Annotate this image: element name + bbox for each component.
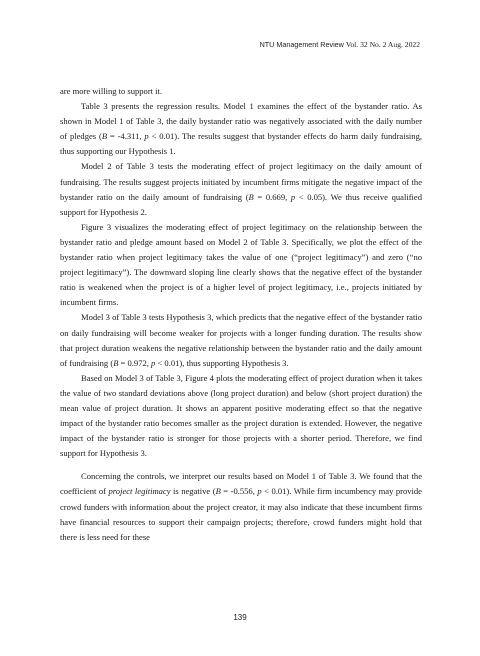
paragraph-figure-3: Figure 3 visualizes the moderating effect of project legitimacy on the relationship between the bystander ratio and pledge amount based on Model 2 of Table 3. Specifically, we plot the effect of the bystander ratio when project legitimacy takes the value of one (“project legitimacy”) and zero (“no project legitimacy”). The downward sloping line clearly shows that the negative effect of the bystander ratio is weakened when the project is of a higher level of project legitimacy, i.e., projects initiated by incumbent firms. xyxy=(60,221,422,308)
journal-name: NTU Management Review xyxy=(259,40,344,49)
journal-volume: Vol. 32 No. 2 Aug. 2022 xyxy=(345,40,420,49)
page-number: 139 xyxy=(233,613,247,622)
running-header xyxy=(260,40,420,49)
body-text xyxy=(60,84,422,545)
paragraph-figure-4: Based on Model 3 of Table 3, Figure 4 plots the moderating effect of project duration when it takes the value of two standard deviations above (long project duration) and below (short project duration) the mean value of project duration. It shows an apparent positive moderating effect so that the negative impact of the bystander ratio becomes smaller as the project duration is extended. However, the negative impact of the bystander ratio is stronger for those projects with a shorter period. Therefore, we find support for Hypothesis 3. xyxy=(60,372,422,459)
paragraph-continued: are more willing to support it. xyxy=(60,86,163,96)
paragraph-controls: Concerning the controls, we interpret our results based on Model 1 of Table 3. We found that the coefficient of project legitimacy is negative (B = -0.556, p < 0.01). While firm incumbency may provide crowd funders with information about the project creator, it may also indicate that these incumbent firms have financial resources to support their campaign projects; therefore, crowd funders might hold that there is less need for these xyxy=(60,471,422,542)
paragraph-regression-results: Table 3 presents the regression results. Model 1 examines the effect of the bystander ratio. As shown in Model 1 of Table 3, the daily bystander ratio was negatively associated with the daily number of pledges (B = -4.311, p < 0.01). The results suggest that bystander effects do harm daily fundraising, thus supporting our Hypothesis 1. xyxy=(60,101,422,157)
paragraph-model-3: Model 3 of Table 3 tests Hypothesis 3, which predicts that the negative effect of the bystander ratio on daily fundraising will become weaker for projects with a longer funding duration. The results show that project duration weakens the negative relationship between the bystander ratio and the daily amount of fundraising (B = 0.972, p < 0.01), thus supporting Hypothesis 3. xyxy=(60,312,422,368)
paragraph-model-2: Model 2 of Table 3 tests the moderating effect of project legitimacy on the daily amount of fundraising. The results suggest projects initiated by incumbent firms mitigate the negative impact of the bystander ratio on the daily amount of fundraising (B = 0.669, p < 0.05). We thus receive qualified support for Hypothesis 2. xyxy=(60,161,422,217)
